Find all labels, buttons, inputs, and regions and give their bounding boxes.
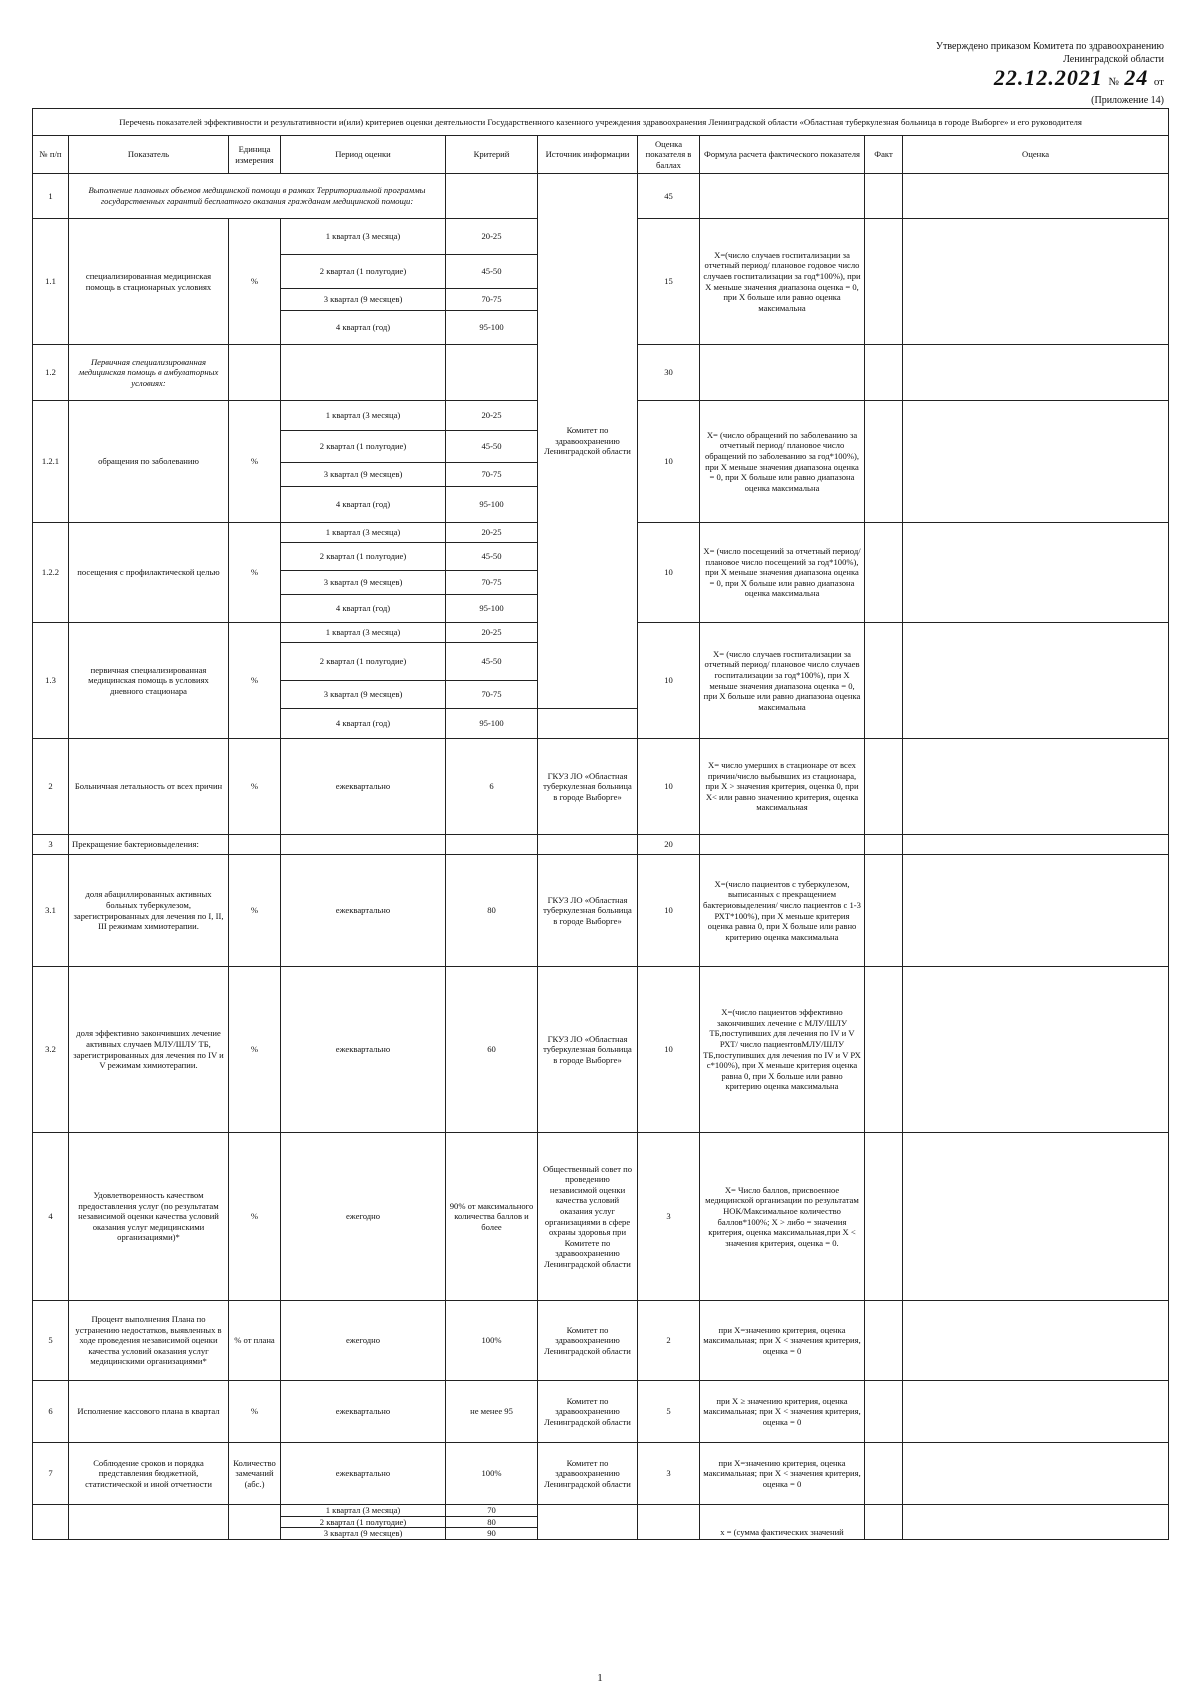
row-formula: Х=(число пациентов эффективно закончивших лечение с МЛУ/ШЛУ ТБ,поступивших для лечения по IV и V РХТ/ число пациентовМЛУ/ШЛУ ТБ,поступивших для лечения по IV и V РХ с*100%), при Х меньше критерия оценка равна 0, при Х больше или равно критерию оценка максимальна xyxy=(700,967,865,1133)
row-score: 5 xyxy=(638,1381,700,1443)
table-row xyxy=(33,739,1169,835)
header-criterion: Критерий xyxy=(446,136,538,174)
row-period: 1 квартал (3 месяца) xyxy=(281,219,446,255)
row-period: 2 квартал (1 полугодие) xyxy=(281,1516,446,1528)
row-unit: % xyxy=(229,739,281,835)
row-fact xyxy=(865,401,903,523)
row-criterion: 70-75 xyxy=(446,681,538,709)
row-period: 4 квартал (год) xyxy=(281,311,446,345)
row-period: ежегодно xyxy=(281,1133,446,1301)
row-criterion xyxy=(446,174,538,219)
row-period: 1 квартал (3 месяца) xyxy=(281,523,446,543)
approval-date-number xyxy=(936,66,1164,94)
row-criterion: 80 xyxy=(446,1516,538,1528)
table-row xyxy=(33,1301,1169,1381)
row-indicator: Соблюдение сроков и порядка представления бюджетной, статистической и иной отчетности xyxy=(69,1443,229,1505)
row-score: 45 xyxy=(638,174,700,219)
row-fact xyxy=(865,739,903,835)
row-fact xyxy=(865,1133,903,1301)
approval-stamp xyxy=(936,40,1164,107)
row-score: 10 xyxy=(638,967,700,1133)
table-row xyxy=(33,967,1169,1133)
row-num: 1.2.1 xyxy=(33,401,69,523)
row-criterion: 70-75 xyxy=(446,289,538,311)
row-formula: Х= (число обращений по заболеванию за отчетный период/ плановое число обращений по заболеванию за год*100%), при Х меньше значения диапазона оценка = 0, при Х больше или равно диапазона оценка максимальна xyxy=(700,401,865,523)
row-formula: Х= (число посещений за отчетный период/ плановое число посещений за год*100%), при Х меньше значения диапазона оценка = 0, при Х больше или равно диапазона оценка максимальна xyxy=(700,523,865,623)
row-criterion: 20-25 xyxy=(446,623,538,643)
row-period xyxy=(281,345,446,401)
row-unit: % от плана xyxy=(229,1301,281,1381)
row-unit: % xyxy=(229,1133,281,1301)
row-formula: Х=(число случаев госпитализации за отчетный период/ плановое годовое число случаев госпитализации за год*100%), при Х меньше значения диапазона оценка = 0, при Х больше или равно оценка максимальна xyxy=(700,219,865,345)
row-indicator: доля эффективно закончивших лечение активных случаев МЛУ/ШЛУ ТБ, зарегистрированных для лечения по IV и V режимам химиотерапии. xyxy=(69,967,229,1133)
table-row xyxy=(33,174,1169,219)
table-row xyxy=(33,855,1169,967)
row-period: ежеквартально xyxy=(281,1443,446,1505)
row-unit: % xyxy=(229,523,281,623)
row-indicator: Процент выполнения Плана по устранению недостатков, выявленных в ходе проведения независимой оценки качества условий оказания услуг медицинскими организациями* xyxy=(69,1301,229,1381)
row-num: 1.1 xyxy=(33,219,69,345)
header-period: Период оценки xyxy=(281,136,446,174)
table-row xyxy=(33,1443,1169,1505)
row-period: 4 квартал (год) xyxy=(281,709,446,739)
row-evaluation xyxy=(903,523,1169,623)
row-criterion xyxy=(446,345,538,401)
row-indicator: Больничная летальность от всех причин xyxy=(69,739,229,835)
header-source: Источник информации xyxy=(538,136,638,174)
row-evaluation xyxy=(903,174,1169,219)
row-formula: при Х=значению критерия, оценка максимальная; при Х < значения критерия, оценка = 0 xyxy=(700,1301,865,1381)
table-row xyxy=(33,1505,1169,1517)
row-indicator xyxy=(69,1505,229,1540)
row-fact xyxy=(865,345,903,401)
row-score: 10 xyxy=(638,401,700,523)
row-fact xyxy=(865,523,903,623)
row-period xyxy=(281,835,446,855)
row-criterion: 70 xyxy=(446,1505,538,1517)
table-row xyxy=(33,1381,1169,1443)
from-label: от xyxy=(1153,76,1164,88)
row-formula: Х=(число пациентов с туберкулезом, выписанных с прекращением бактериовыделения/ число пациентов с 1-3 РХТ*100%), при Х меньше критерия оценка равна 0, при Х больше или равно критерию оценка максимальна xyxy=(700,855,865,967)
row-evaluation xyxy=(903,623,1169,739)
row-fact xyxy=(865,174,903,219)
page-number: 1 xyxy=(597,1672,603,1684)
row-source: Общественный совет по проведению независимой оценки качества условий оказания услуг организациями в сфере охраны здоровья при Комитете по здравоохранению Ленинградской области xyxy=(538,1133,638,1301)
row-source xyxy=(538,1505,638,1540)
row-evaluation xyxy=(903,739,1169,835)
row-score xyxy=(638,1505,700,1540)
row-period: 2 квартал (1 полугодие) xyxy=(281,543,446,571)
row-num: 1.3 xyxy=(33,623,69,739)
row-indicator: посещения с профилактической целью xyxy=(69,523,229,623)
row-score: 3 xyxy=(638,1443,700,1505)
row-criterion: 6 xyxy=(446,739,538,835)
row-unit: Количество замечаний (абс.) xyxy=(229,1443,281,1505)
header-score: Оценка показателя в баллах xyxy=(638,136,700,174)
row-indicator: доля абациллированных активных больных туберкулезом, зарегистрированных для лечения по I, II, III режимам химиотерапии. xyxy=(69,855,229,967)
row-score: 10 xyxy=(638,855,700,967)
handwritten-date: 22.12.2021 xyxy=(993,65,1103,90)
row-period: 3 квартал (9 месяцев) xyxy=(281,463,446,487)
row-fact xyxy=(865,1301,903,1381)
approval-line-2: Ленинградской области xyxy=(1063,54,1164,65)
row-num: 1.2 xyxy=(33,345,69,401)
row-indicator: Прекращение бактериовыделения: xyxy=(69,835,229,855)
row-fact xyxy=(865,623,903,739)
row-fact xyxy=(865,219,903,345)
row-num xyxy=(33,1505,69,1540)
table-row xyxy=(33,835,1169,855)
row-indicator: Выполнение плановых объемов медицинской помощи в рамках Территориальной программы государственных гарантий бесплатного оказания гражданам медицинской помощи: xyxy=(69,174,446,219)
row-evaluation xyxy=(903,855,1169,967)
indicators-table xyxy=(32,108,1169,1540)
row-unit: % xyxy=(229,401,281,523)
row-unit: % xyxy=(229,219,281,345)
row-evaluation xyxy=(903,1505,1169,1540)
table-caption: Перечень показателей эффективности и результативности и(или) критериев оценки деятельности Государственного казенного учреждения здравоохранения Ленинградской области «Областная туберкулезная больница в городе Выборге» и его руководителя xyxy=(33,109,1169,136)
row-period: 3 квартал (9 месяцев) xyxy=(281,571,446,595)
row-fact xyxy=(865,1443,903,1505)
row-criterion: 20-25 xyxy=(446,523,538,543)
row-criterion: 20-25 xyxy=(446,401,538,431)
row-score: 20 xyxy=(638,835,700,855)
row-num: 3.1 xyxy=(33,855,69,967)
row-period: ежеквартально xyxy=(281,967,446,1133)
header-indicator: Показатель xyxy=(69,136,229,174)
row-criterion: 45-50 xyxy=(446,431,538,463)
row-source: Комитет по здравоохранению Ленинградской области xyxy=(538,1443,638,1505)
table-row xyxy=(33,1133,1169,1301)
row-evaluation xyxy=(903,967,1169,1133)
row-num: 1.2.2 xyxy=(33,523,69,623)
row-indicator: первичная специализированная медицинская помощь в условиях дневного стационара xyxy=(69,623,229,739)
row-evaluation xyxy=(903,1443,1169,1505)
header-evaluation: Оценка xyxy=(903,136,1169,174)
row-score: 10 xyxy=(638,523,700,623)
row-unit xyxy=(229,835,281,855)
row-evaluation xyxy=(903,835,1169,855)
row-source: Комитет по здравоохранению Ленинградской области xyxy=(538,174,638,709)
header-formula: Формула расчета фактического показателя xyxy=(700,136,865,174)
row-fact xyxy=(865,1381,903,1443)
row-source: Комитет по здравоохранению Ленинградской области xyxy=(538,1301,638,1381)
row-evaluation xyxy=(903,1301,1169,1381)
header-row xyxy=(33,136,1169,174)
row-period: 1 квартал (3 месяца) xyxy=(281,401,446,431)
row-unit: % xyxy=(229,967,281,1133)
row-period: ежеквартально xyxy=(281,855,446,967)
row-formula: х = (сумма фактических значений xyxy=(700,1505,865,1540)
row-indicator: обращения по заболеванию xyxy=(69,401,229,523)
row-period: ежеквартально xyxy=(281,739,446,835)
row-period: 1 квартал (3 месяца) xyxy=(281,1505,446,1517)
row-formula: Х= Число баллов, присвоенное медицинской организации по результатам НОК/Максимальное количество баллов*100%; Х > либо = значения критерия, оценка максимальная,при Х < значения критерия, оценка = 0. xyxy=(700,1133,865,1301)
row-score: 2 xyxy=(638,1301,700,1381)
header-unit: Единица измерения xyxy=(229,136,281,174)
row-criterion: 45-50 xyxy=(446,543,538,571)
row-num: 5 xyxy=(33,1301,69,1381)
row-evaluation xyxy=(903,1133,1169,1301)
row-evaluation xyxy=(903,219,1169,345)
row-period: 1 квартал (3 месяца) xyxy=(281,623,446,643)
row-formula: при Х=значению критерия, оценка максимальная; при Х < значения критерия, оценка = 0 xyxy=(700,1443,865,1505)
row-source xyxy=(538,835,638,855)
row-num: 4 xyxy=(33,1133,69,1301)
row-criterion: 90 xyxy=(446,1528,538,1540)
row-formula: Х= число умерших в стационаре от всех причин/число выбывших из стационара, при Х > значения критерия, оценка 0, при Х< или равно значению критерия, оценка максимальная xyxy=(700,739,865,835)
row-num: 7 xyxy=(33,1443,69,1505)
row-criterion: 60 xyxy=(446,967,538,1133)
row-period: 4 квартал (год) xyxy=(281,487,446,523)
row-fact xyxy=(865,1505,903,1540)
row-score: 15 xyxy=(638,219,700,345)
row-num: 6 xyxy=(33,1381,69,1443)
row-indicator: Первичная специализированная медицинская помощь в амбулаторных условиях: xyxy=(69,345,229,401)
appendix-label: (Приложение 14) xyxy=(1091,95,1164,106)
row-criterion: 70-75 xyxy=(446,571,538,595)
row-formula xyxy=(700,835,865,855)
row-num: 3.2 xyxy=(33,967,69,1133)
row-fact xyxy=(865,835,903,855)
row-source: Комитет по здравоохранению Ленинградской области xyxy=(538,1381,638,1443)
row-fact xyxy=(865,855,903,967)
row-indicator: Исполнение кассового плана в квартал xyxy=(69,1381,229,1443)
row-num: 2 xyxy=(33,739,69,835)
row-criterion: 95-100 xyxy=(446,709,538,739)
row-period: 2 квартал (1 полугодие) xyxy=(281,255,446,289)
row-score: 30 xyxy=(638,345,700,401)
row-criterion: 95-100 xyxy=(446,595,538,623)
row-criterion: не менее 95 xyxy=(446,1381,538,1443)
header-fact: Факт xyxy=(865,136,903,174)
row-source: ГКУЗ ЛО «Областная туберкулезная больница в городе Выборге» xyxy=(538,967,638,1133)
approval-line-1: Утверждено приказом Комитета по здравоохранению xyxy=(935,41,1164,52)
row-num: 3 xyxy=(33,835,69,855)
row-criterion xyxy=(446,835,538,855)
row-score: 10 xyxy=(638,739,700,835)
row-period: ежегодно xyxy=(281,1301,446,1381)
row-period: 3 квартал (9 месяцев) xyxy=(281,289,446,311)
table-caption-row xyxy=(33,109,1169,136)
row-criterion: 20-25 xyxy=(446,219,538,255)
row-evaluation xyxy=(903,345,1169,401)
row-period: ежеквартально xyxy=(281,1381,446,1443)
row-period: 4 квартал (год) xyxy=(281,595,446,623)
row-source: ГКУЗ ЛО «Областная туберкулезная больница в городе Выборге» xyxy=(538,739,638,835)
row-formula xyxy=(700,345,865,401)
row-criterion: 70-75 xyxy=(446,463,538,487)
row-period: 2 квартал (1 полугодие) xyxy=(281,431,446,463)
row-num: 1 xyxy=(33,174,69,219)
row-indicator: специализированная медицинская помощь в стационарных условиях xyxy=(69,219,229,345)
row-formula xyxy=(700,174,865,219)
row-criterion: 100% xyxy=(446,1301,538,1381)
row-score: 10 xyxy=(638,623,700,739)
row-criterion: 45-50 xyxy=(446,255,538,289)
row-unit: % xyxy=(229,1381,281,1443)
row-period: 2 квартал (1 полугодие) xyxy=(281,643,446,681)
row-indicator: Удовлетворенность качеством предоставления услуг (по результатам независимой оценки качества условий оказания услуг медицинскими организациями)* xyxy=(69,1133,229,1301)
row-source: ГКУЗ ЛО «Областная туберкулезная больница в городе Выборге» xyxy=(538,855,638,967)
row-formula: Х= (число случаев госпитализации за отчетный период/ плановое число случаев госпитализации за год*100%), при Х меньше значения диапазона оценка = 0, при Х больше или равно диапазона оценка максимальна xyxy=(700,623,865,739)
row-fact xyxy=(865,967,903,1133)
row-criterion: 95-100 xyxy=(446,311,538,345)
row-criterion: 95-100 xyxy=(446,487,538,523)
row-unit: % xyxy=(229,855,281,967)
number-label: № xyxy=(1108,76,1119,88)
row-period: 3 квартал (9 месяцев) xyxy=(281,681,446,709)
row-evaluation xyxy=(903,401,1169,523)
row-criterion: 100% xyxy=(446,1443,538,1505)
row-criterion: 45-50 xyxy=(446,643,538,681)
row-unit xyxy=(229,345,281,401)
row-score: 3 xyxy=(638,1133,700,1301)
row-unit: % xyxy=(229,623,281,739)
row-criterion: 80 xyxy=(446,855,538,967)
handwritten-number: 24 xyxy=(1124,65,1149,90)
row-evaluation xyxy=(903,1381,1169,1443)
row-formula: при Х ≥ значению критерия, оценка максимальная; при Х < значения критерия, оценка = 0 xyxy=(700,1381,865,1443)
row-unit xyxy=(229,1505,281,1540)
header-num: № п/п xyxy=(33,136,69,174)
row-period: 3 квартал (9 месяцев) xyxy=(281,1528,446,1540)
row-criterion: 90% от максимального количества баллов и более xyxy=(446,1133,538,1301)
